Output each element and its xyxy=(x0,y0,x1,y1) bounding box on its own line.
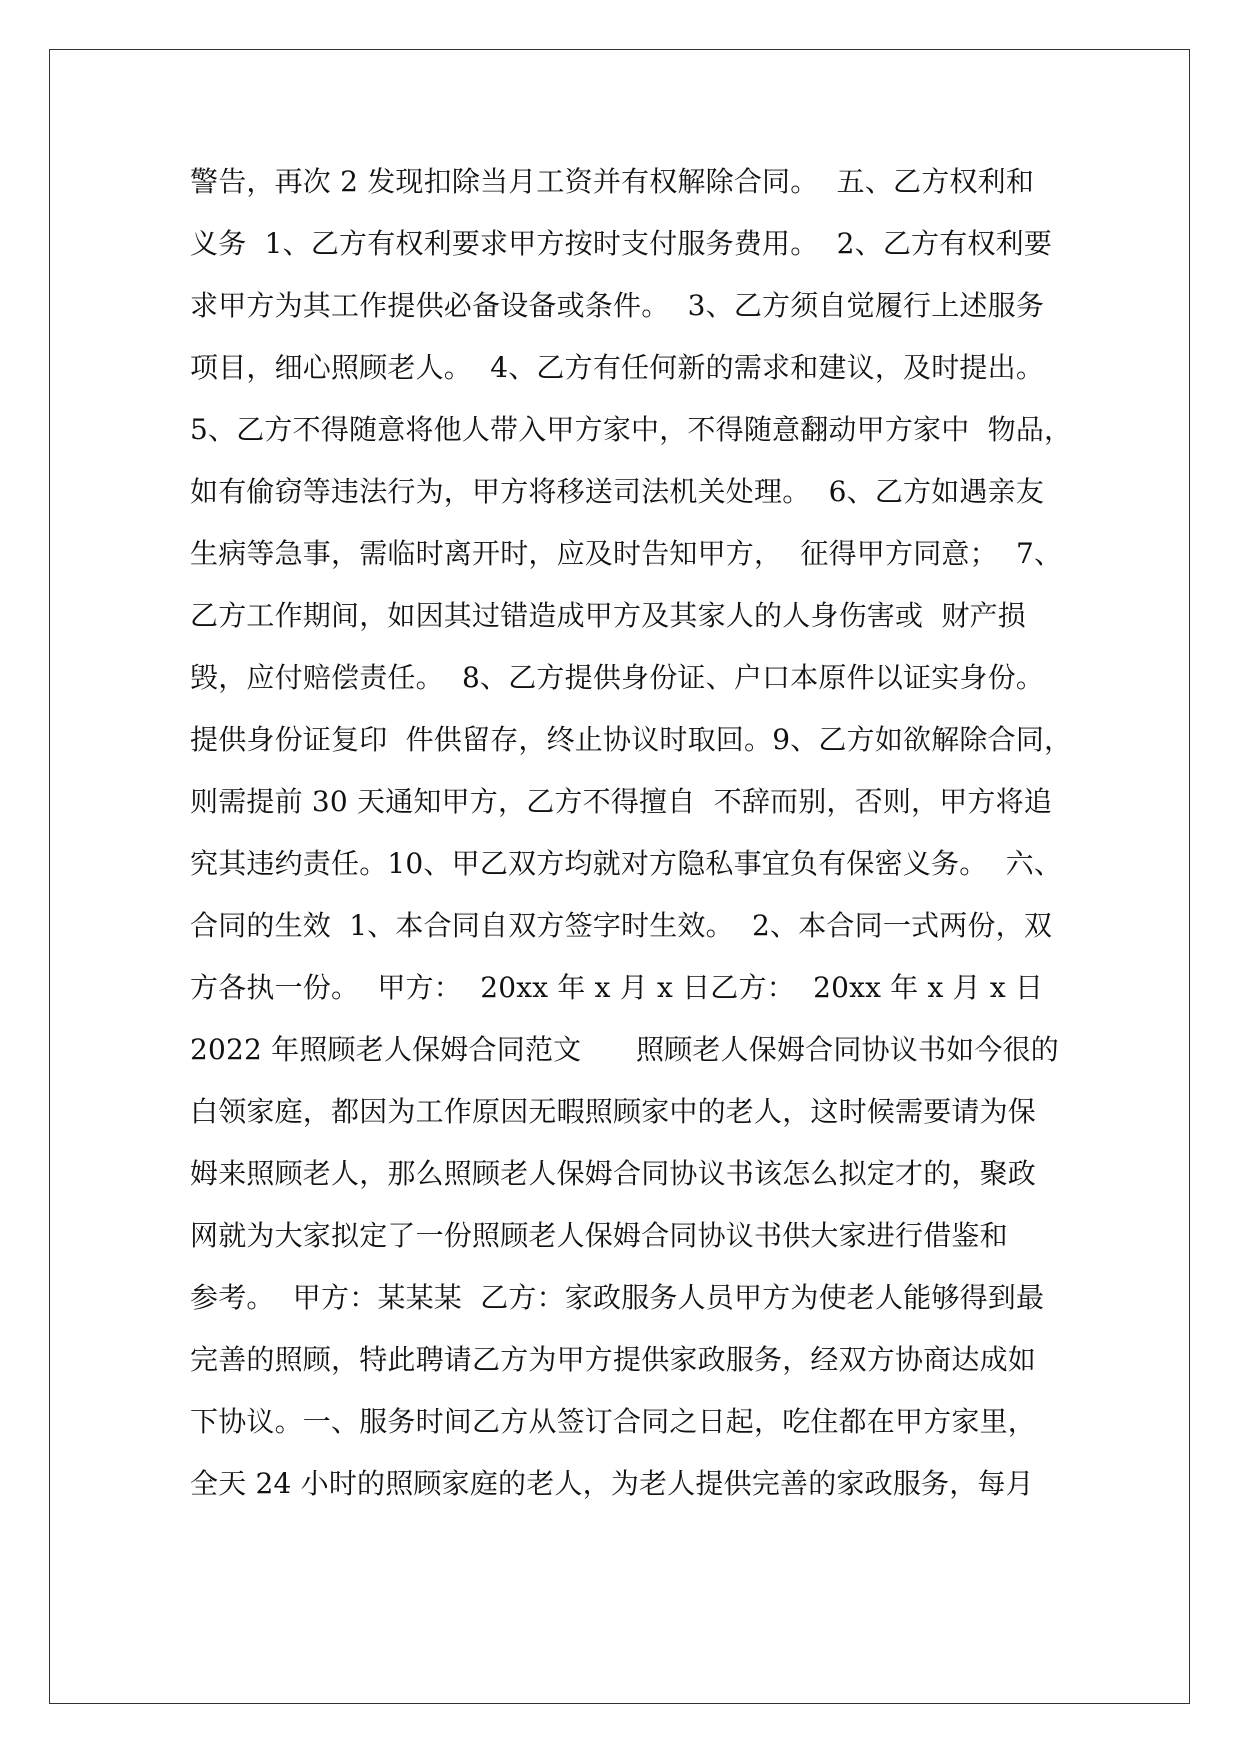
text-line: 提供身份证复印 件供留存，终止协议时取回。9、乙方如欲解除合同， xyxy=(190,723,1073,756)
text-line: 乙方工作期间，如因其过错造成甲方及其家人的人身伤害或 财产损 xyxy=(190,599,1027,632)
text-line: 姆来照顾老人，那么照顾老人保姆合同协议书该怎么拟定才的，聚政 xyxy=(190,1157,1037,1190)
text-line: 2022 年照顾老人保姆合同范文 照顾老人保姆合同协议书如今很的 xyxy=(190,1033,1059,1066)
text-line: 究其违约责任。10、甲乙双方均就对方隐私事宜负有保密义务。 六、 xyxy=(190,847,1063,880)
text-line: 警告，再次 2 发现扣除当月工资并有权解除合同。 五、乙方权利和 xyxy=(190,165,1035,198)
text-line: 生病等急事，需临时离开时，应及时告知甲方， 征得甲方同意； 7、 xyxy=(190,537,1063,570)
text-line: 白领家庭，都因为工作原因无暇照顾家中的老人，这时候需要请为保 xyxy=(190,1095,1037,1128)
text-line: 合同的生效 1、本合同自双方签字时生效。 2、本合同一式两份，双 xyxy=(190,909,1053,942)
text-line: 求甲方为其工作提供必备设备或条件。 3、乙方须自觉履行上述服务 xyxy=(190,289,1045,322)
text-line: 毁，应付赔偿责任。 8、乙方提供身份证、户口本原件以证实身份。 xyxy=(190,661,1045,694)
document-body xyxy=(190,162,1073,1526)
text-line: 方各执一份。 甲方： 20xx 年 x 月 x 日乙方： 20xx 年 x 月 x 日 xyxy=(190,971,1044,1004)
text-line: 5、乙方不得随意将他人带入甲方家中，不得随意翻动甲方家中 物品， xyxy=(190,413,1073,446)
text-line: 项目，细心照顾老人。 4、乙方有任何新的需求和建议，及时提出。 xyxy=(190,351,1045,384)
text-line: 如有偷窃等违法行为，甲方将移送司法机关处理。 6、乙方如遇亲友 xyxy=(190,475,1045,508)
text-line: 参考。 甲方：某某某 乙方：家政服务人员甲方为使老人能够得到最 xyxy=(190,1281,1045,1314)
text-line: 义务 1、乙方有权利要求甲方按时支付服务费用。 2、乙方有权利要 xyxy=(190,227,1053,260)
text-line: 完善的照顾，特此聘请乙方为甲方提供家政服务，经双方协商达成如 xyxy=(190,1343,1037,1376)
text-line: 则需提前 30 天通知甲方，乙方不得擅自 不辞而别，否则，甲方将追 xyxy=(190,785,1053,818)
text-line: 下协议。一、服务时间乙方从签订合同之日起，吃住都在甲方家里， xyxy=(190,1405,1037,1438)
text-line: 全天 24 小时的照顾家庭的老人，为老人提供完善的家政服务，每月 xyxy=(190,1467,1034,1500)
text-line: 网就为大家拟定了一份照顾老人保姆合同协议书供大家进行借鉴和 xyxy=(190,1219,1008,1252)
